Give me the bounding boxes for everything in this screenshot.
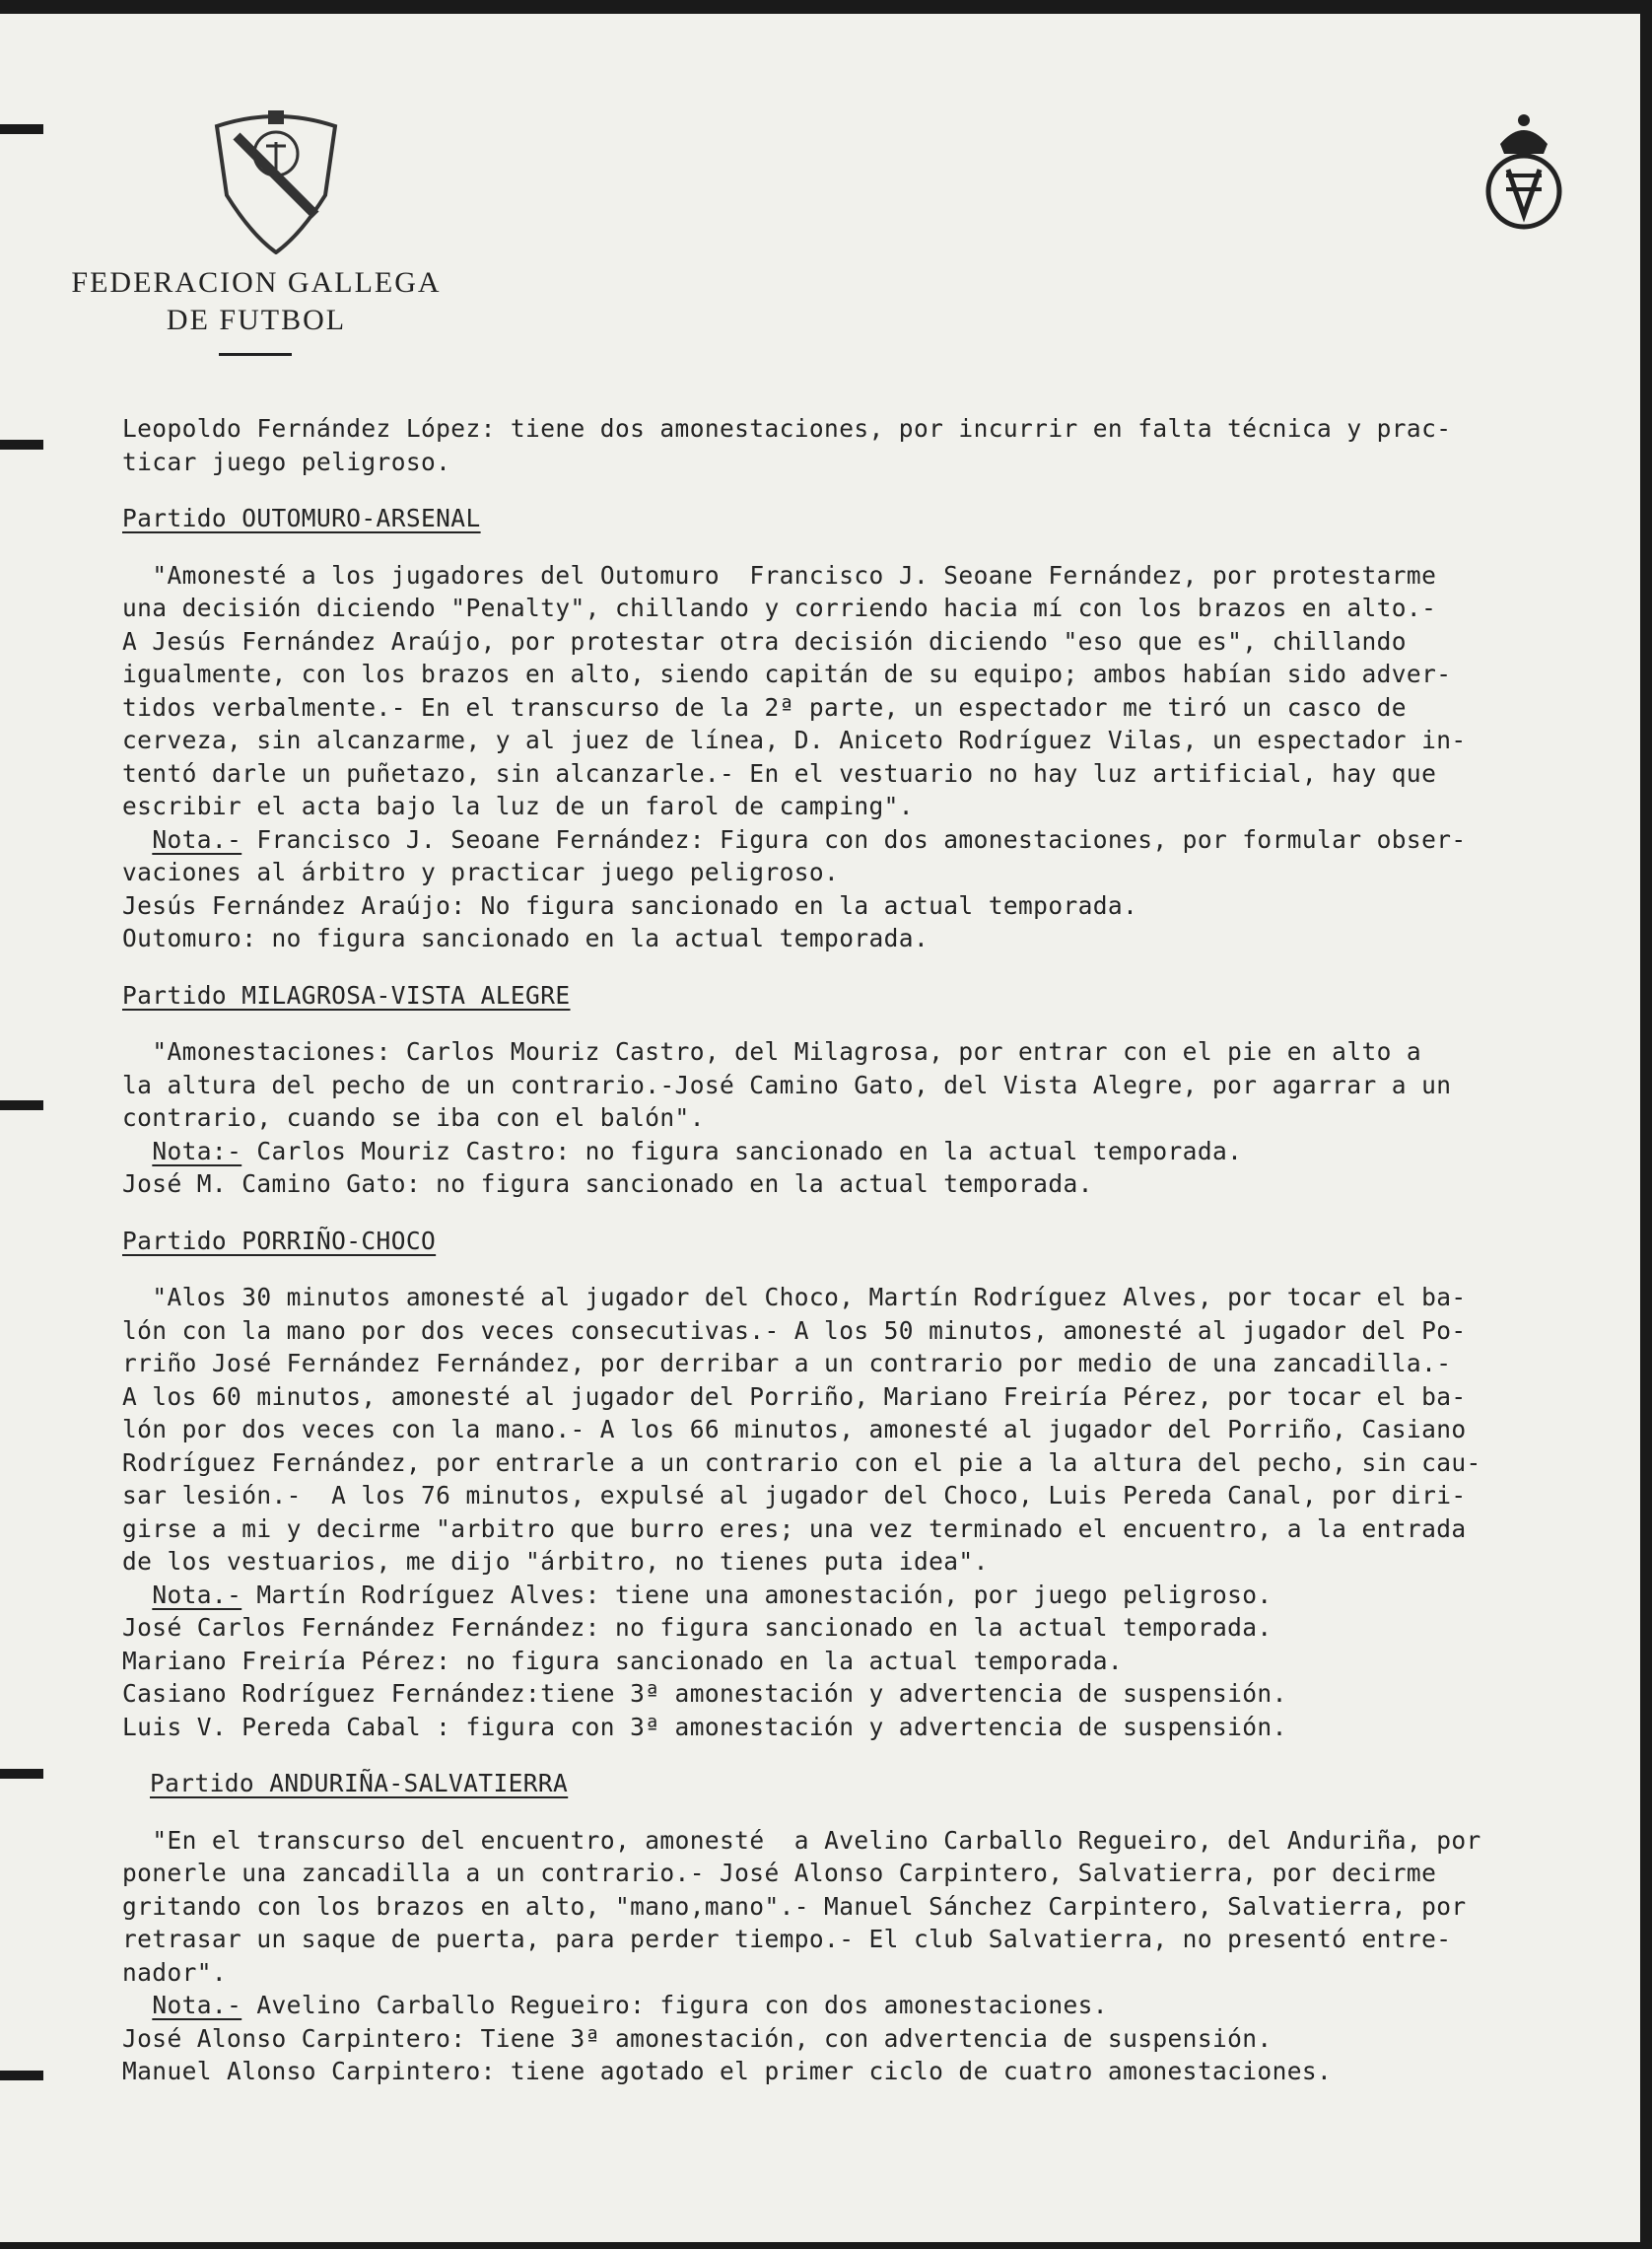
letterhead-rule: [219, 353, 292, 356]
federation-name-line1: FEDERACION GALLEGA: [71, 266, 442, 299]
referee-report: "Alos 30 minutos amonesté al jugador del Choco, Martín Rodríguez Alves, por tocar el ba- lón con la mano por dos veces consecutivas.- A los 50 minutos, amonesté al jugador del Po- rriño José Fernández Fernández, por derribar a un contrario por medio de una zancadilla.- A los 60 minutos, amonesté al jugador del Porriño, Mariano Freiría Pérez, por tocar el ba- lón por dos veces con la mano.- A los 66 minutos, amonesté al jugador del Porriño, Casiano Rodríguez Fernández, por entrarle a un contrario con el pie a la altura del pecho, sin cau- sar lesión.- A los 76 minutos, expulsé al jugador del Choco, Luis Pereda Canal, por diri- girse a mi y decirme "arbitro que burro eres; una vez terminado el encuentro, a la entrada de los vestuarios, me dijo "árbitro, no tienes puta idea".: [122, 1283, 1481, 1576]
note-text: Avelino Carballo Regueiro: figura con dos amonestaciones.: [241, 1991, 1108, 2019]
note-block: [122, 823, 1601, 889]
section-heading: Partido PORRIÑO-CHOCO: [122, 1226, 437, 1255]
note-label: Nota:-: [152, 1136, 242, 1165]
referee-report: "En el transcurso del encuentro, amonesté a Avelino Carballo Regueiro, del Anduriña, por ponerle una zancadilla a un contrario.- José Alonso Carpintero, Salvatierra, por decirme gritando con los brazos en alto, "mano,mano".- Manuel Sánchez Carpintero, Salvatierra, por retrasar un saque de puerta, para perder tiempo.- El club Salvatierra, no presentó entre- nador".: [122, 1825, 1481, 1987]
intro-paragraph: Leopoldo Fernández López: tiene dos amonestaciones, por incurrir en falta técnica y prac- ticar juego peligroso.: [122, 414, 1452, 476]
punch-hole-mark: [0, 124, 43, 134]
note-block: [122, 1579, 1601, 1612]
punch-hole-mark: [0, 2071, 43, 2080]
note-line: Outomuro: no figura sancionado en la actual temporada.: [122, 924, 929, 952]
note-line: Jesús Fernández Araújo: No figura sancionado en la actual temporada.: [122, 890, 1138, 920]
note-line: Luis V. Pereda Cabal : figura con 3ª amonestación y advertencia de suspensión.: [122, 1712, 1287, 1741]
note-line: José M. Camino Gato: no figura sancionado en la actual temporada.: [122, 1169, 1093, 1198]
document-page: [0, 14, 1640, 2242]
note-line: José Carlos Fernández Fernández: no figura sancionado en la actual temporada.: [122, 1613, 1273, 1642]
section-heading: Partido ANDURIÑA-SALVATIERRA: [150, 1769, 569, 1797]
note-line: José Alonso Carpintero: Tiene 3ª amonestación, con advertencia de suspensión.: [122, 2023, 1273, 2053]
federacion-gallega-shield-logo: [207, 106, 345, 254]
note-label: Nota.-: [152, 824, 242, 854]
referee-report: "Amonesté a los jugadores del Outomuro Francisco J. Seoane Fernández, por protestarme una decisión diciendo "Penalty", chillando y corriendo hacia mí con los brazos en alto.- A Jesús Fernández Araújo, por protestar otra decisión diciendo "eso que es", chillando igualmente, con los brazos en alto, siendo capitán de su equipo; ambos habían sido adver- tidos verbalmente.- En el transcurso de la 2ª parte, un espectador me tiró un casco de cerveza, sin alcanzarme, y al juez de línea, D. Aniceto Rodríguez Vilas, un espectador in- tentó darle un puñetazo, sin alcanzarle.- En el vestuario no hay luz artificial, hay que escribir el acta bajo la luz de un farol de camping".: [122, 560, 1467, 820]
note-line: Manuel Alonso Carpintero: tiene agotado el primer ciclo de cuatro amonestaciones.: [122, 2057, 1333, 2085]
match-section: [122, 1225, 1601, 1744]
federation-name: [59, 264, 453, 339]
federation-name-line2: DE FUTBOL: [166, 304, 347, 336]
section-heading: Partido OUTOMURO-ARSENAL: [122, 504, 481, 532]
note-text: Martín Rodríguez Alves: tiene una amonestación, por juego peligroso.: [241, 1580, 1273, 1609]
section-heading: Partido MILAGROSA-VISTA ALEGRE: [122, 980, 571, 1010]
note-block: [122, 1135, 1601, 1168]
punch-hole-mark: [0, 440, 43, 450]
note-label: Nota.-: [152, 1991, 242, 2019]
note-block: [122, 1989, 1601, 2022]
match-section: [122, 1767, 1601, 2088]
note-line: Mariano Freiría Pérez: no figura sancionado en la actual temporada.: [122, 1646, 1124, 1675]
match-section: [122, 502, 1601, 955]
punch-hole-mark: [0, 1769, 43, 1779]
document-body: [122, 412, 1601, 2088]
rfef-crown-crest-logo: [1479, 105, 1569, 233]
match-section: [122, 979, 1601, 1201]
note-label: Nota.-: [152, 1580, 242, 1609]
referee-report: "Amonestaciones: Carlos Mouriz Castro, del Milagrosa, por entrar con el pie en alto a la altura del pecho de un contrario.-José Camino Gato, del Vista Alegre, por agarrar a un contrario, cuando se iba con el balón".: [122, 1037, 1452, 1132]
note-line: Casiano Rodríguez Fernández:tiene 3ª amonestación y advertencia de suspensión.: [122, 1679, 1287, 1708]
note-text: Francisco J. Seoane Fernández: Figura con dos amonestaciones, por formular obser- vaciones al árbitro y practicar juego peligroso.: [122, 824, 1467, 886]
punch-hole-mark: [0, 1100, 43, 1110]
note-text: Carlos Mouriz Castro: no figura sancionado en la actual temporada.: [241, 1136, 1243, 1165]
